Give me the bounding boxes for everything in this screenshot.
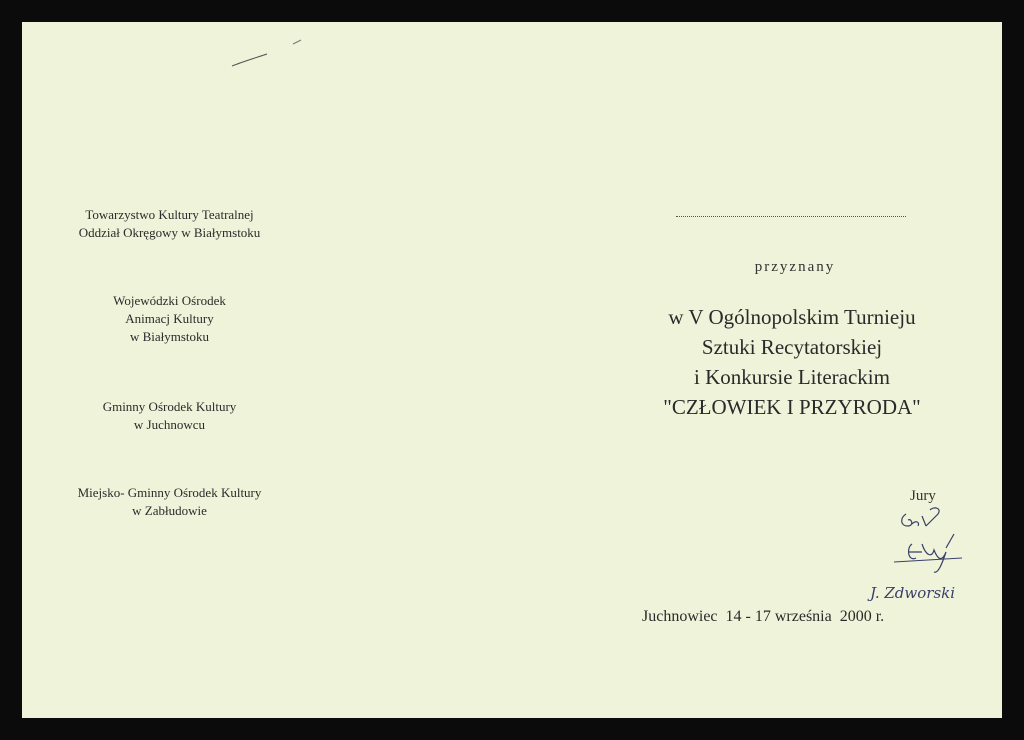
awarded-label: przyznany [754, 259, 836, 275]
event-title-line: Sztuki Recytatorskiej [701, 335, 883, 359]
organizer-line: w Białymstoku [129, 329, 210, 344]
jury-signatures [842, 504, 1002, 604]
pen-stroke-mark [227, 32, 307, 72]
recipient-dotted-line [676, 208, 906, 217]
organizer-4 [22, 484, 317, 520]
organizer-line: w Juchnowcu [133, 417, 206, 432]
organizer-line: Animacj Kultury [125, 311, 214, 326]
signature-text: J. Zdworski [870, 584, 956, 602]
organizer-line: Oddział Okręgowy w Białymstoku [78, 225, 261, 240]
place-and-date: Juchnowiec 14 - 17 września 2000 r. [642, 608, 885, 625]
event-title [612, 302, 972, 422]
event-title-line: i Konkursie Literackim [694, 365, 890, 389]
organizer-line: Wojewódzki Ośrodek [113, 293, 226, 308]
event-title-line: "CZŁOWIEK I PRZYRODA" [663, 395, 921, 419]
organizer-3 [22, 398, 317, 434]
organizer-line: w Zabłudowie [132, 503, 207, 518]
event-title-line: w V Ogólnopolskim Turnieju [668, 305, 916, 329]
jury-label: Jury [910, 488, 936, 504]
organizer-2 [22, 292, 317, 346]
organizer-line: Gminny Ośrodek Kultury [102, 399, 237, 414]
organizer-line: Miejsko- Gminny Ośrodek Kultury [77, 485, 262, 500]
organizer-1 [22, 206, 317, 242]
organizer-line: Towarzystwo Kultury Teatralnej [85, 207, 254, 222]
certificate-page [22, 22, 1002, 718]
